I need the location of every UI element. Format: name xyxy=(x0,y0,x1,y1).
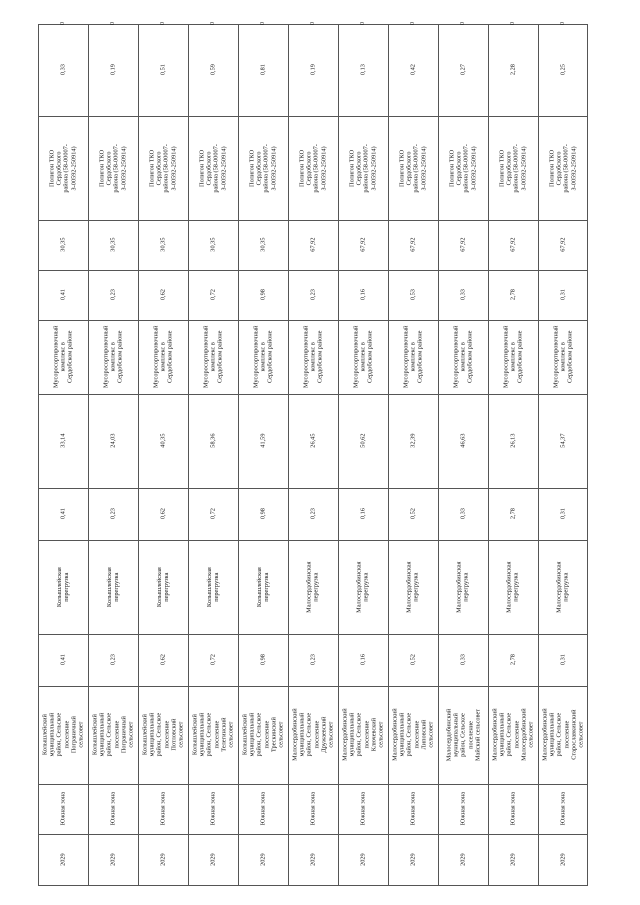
table-cell-zone xyxy=(388,784,438,834)
table-cell-distance2 xyxy=(488,220,538,270)
cell-text: Колышлейский муниципальный район, Сельское поселение Пограничный сельсовет xyxy=(41,713,85,757)
table-cell-landfill xyxy=(138,116,188,220)
cell-text: Малосердобинская перегрузка xyxy=(555,561,570,613)
cell-text: 2029 xyxy=(359,853,367,867)
table-cell-landfill xyxy=(538,116,588,220)
cell-text: Колышлейская перегрузка xyxy=(155,567,170,607)
cell-text: 0,23 xyxy=(309,508,317,520)
table-cell-volume1 xyxy=(488,634,538,686)
table-cell-landfill xyxy=(288,116,338,220)
table-cell-distance1 xyxy=(188,394,238,488)
cell-text: Мусоросортировочный комплекс в Сердобском районе xyxy=(152,325,174,389)
table-cell-volume2 xyxy=(488,488,538,540)
table-cell-complex xyxy=(288,320,338,394)
table-cell-year xyxy=(538,834,588,886)
table-cell-volume1 xyxy=(88,634,138,686)
table-cell-zone xyxy=(88,784,138,834)
table-cell-distance1 xyxy=(238,394,288,488)
cell-text: Полигон ТКО Сердобского района (58-00007-З-00592-250914) xyxy=(248,143,278,193)
table-cell-station xyxy=(238,540,288,634)
table-cell-distance2 xyxy=(438,220,488,270)
table-cell-landfill xyxy=(438,116,488,220)
table-cell-volume2 xyxy=(388,488,438,540)
table-cell-municipality xyxy=(88,686,138,784)
table-cell-landfill xyxy=(238,116,288,220)
cell-text: Южная зона xyxy=(359,792,367,826)
table-cell-complex xyxy=(38,320,88,394)
cell-text: 67,92 xyxy=(459,237,467,253)
table-cell-year xyxy=(138,834,188,886)
cell-text: 0,81 xyxy=(259,64,267,76)
table-cell-zone xyxy=(438,784,488,834)
table-cell-distance2 xyxy=(38,220,88,270)
cell-text: 0,31 xyxy=(559,654,567,666)
cell-text: 2029 xyxy=(159,853,167,867)
table-cell-volume1 xyxy=(188,634,238,686)
table-cell-volume4 xyxy=(488,24,538,116)
table-cell-distance1 xyxy=(388,394,438,488)
cell-text: Южная зона xyxy=(159,792,167,826)
table-cell-distance1 xyxy=(438,394,488,488)
table-cell-volume2 xyxy=(288,488,338,540)
table-cell-volume2 xyxy=(188,488,238,540)
cell-text: 67,92 xyxy=(559,237,567,253)
table-cell-distance1 xyxy=(38,394,88,488)
table-cell-distance2 xyxy=(338,220,388,270)
table-cell-distance1 xyxy=(488,394,538,488)
cell-text: Колышлейский муниципальный район, Сельское поселение Телегинский сельсовет xyxy=(191,713,235,757)
cell-text: 0,98 xyxy=(259,654,267,666)
cell-text: Полигон ТКО Сердобского района (58-00007-З-00592-250914) xyxy=(198,143,228,193)
table-cell-distance2 xyxy=(238,220,288,270)
table-cell-distance2 xyxy=(138,220,188,270)
table-cell-volume3 xyxy=(388,270,438,320)
table-cell-volume2 xyxy=(538,488,588,540)
table-cell-volume3 xyxy=(338,270,388,320)
cell-text: Мусоросортировочный комплекс в Сердобском районе xyxy=(202,325,224,389)
cell-text: 0,33 xyxy=(459,289,467,301)
cell-text: Малосердобинский муниципальный район, Сельское поселение Майский сельсовет xyxy=(444,708,481,762)
cell-text: 0,23 xyxy=(309,289,317,301)
table-cell-distance2 xyxy=(538,220,588,270)
cell-text: 46,63 xyxy=(459,433,467,449)
table-cell-zone xyxy=(188,784,238,834)
table-cell-volume3 xyxy=(538,270,588,320)
cell-text: 0,33 xyxy=(459,654,467,666)
cell-text: 2029 xyxy=(459,853,467,867)
cell-text: Колышлейская перегрузка xyxy=(55,567,70,607)
cell-text: 0,33 xyxy=(59,64,67,76)
cell-text: Южная зона xyxy=(559,792,567,826)
table-cell-distance2 xyxy=(388,220,438,270)
table-cell-complex xyxy=(88,320,138,394)
table-cell-distance1 xyxy=(338,394,388,488)
cell-text: 0,72 xyxy=(209,508,217,520)
table-cell-year xyxy=(188,834,238,886)
cell-text: Малосердобинская перегрузка xyxy=(505,561,520,613)
cell-text: 0,41 xyxy=(59,654,67,666)
cell-text: 67,92 xyxy=(359,237,367,253)
table-cell-volume1 xyxy=(138,634,188,686)
cell-text: 0 xyxy=(359,22,367,26)
table-cell-distance2 xyxy=(88,220,138,270)
cell-text: 2029 xyxy=(259,853,267,867)
table-cell-volume3 xyxy=(88,270,138,320)
cell-text: 0,13 xyxy=(359,64,367,76)
table-cell-station xyxy=(188,540,238,634)
cell-text: 0,52 xyxy=(409,508,417,520)
table-cell-volume4 xyxy=(438,24,488,116)
cell-text: 0 xyxy=(559,22,567,26)
table-cell-volume4 xyxy=(88,24,138,116)
cell-text: 26,13 xyxy=(509,433,517,449)
table-cell-complex xyxy=(388,320,438,394)
cell-text: Малосердобинский муниципальный район, Сельское поселение Старославкинский сельсовет xyxy=(541,708,585,762)
table-cell-station xyxy=(388,540,438,634)
cell-text: 0,19 xyxy=(309,64,317,76)
table-cell-volume2 xyxy=(38,488,88,540)
cell-text: Малосердобинский муниципальный район, Сельское поселение Ключевский сельсовет xyxy=(341,708,385,762)
cell-text: Полигон ТКО Сердобского района (58-00007-З-00592-250914) xyxy=(298,143,328,193)
table-cell-volume1 xyxy=(238,634,288,686)
table-cell-station xyxy=(288,540,338,634)
cell-text: Полигон ТКО Сердобского района (58-00007-З-00592-250914) xyxy=(148,143,178,193)
cell-text: 0 xyxy=(209,22,217,26)
cell-text: 2029 xyxy=(309,853,317,867)
cell-text: 24,03 xyxy=(109,433,117,449)
table-cell-volume3 xyxy=(238,270,288,320)
cell-text: 26,45 xyxy=(309,433,317,449)
cell-text: 0,31 xyxy=(559,508,567,520)
cell-text: 2029 xyxy=(509,853,517,867)
cell-text: 0,33 xyxy=(459,508,467,520)
cell-text: 30,35 xyxy=(109,237,117,253)
table-cell-volume1 xyxy=(438,634,488,686)
table-cell-volume4 xyxy=(188,24,238,116)
cell-text: Полигон ТКО Сердобского района (58-00007-З-00592-250914) xyxy=(398,143,428,193)
cell-text: 0,53 xyxy=(409,289,417,301)
cell-text: Малосердобинский муниципальный район, Сельское поселение Малосердобинский сельсовет xyxy=(491,708,535,762)
table-cell-volume4 xyxy=(38,24,88,116)
cell-text: 0,62 xyxy=(159,508,167,520)
cell-text: 30,35 xyxy=(259,237,267,253)
table-cell-year xyxy=(288,834,338,886)
cell-text: 2029 xyxy=(59,853,67,867)
table-cell-volume2 xyxy=(438,488,488,540)
cell-text: Полигон ТКО Сердобского района (58-00007-З-00592-250914) xyxy=(448,143,478,193)
table-cell-volume3 xyxy=(38,270,88,320)
cell-text: 0,25 xyxy=(559,64,567,76)
table-cell-volume4 xyxy=(288,24,338,116)
table-cell-zone xyxy=(238,784,288,834)
table-cell-volume2 xyxy=(338,488,388,540)
cell-text: Малосердобинская перегрузка xyxy=(455,561,470,613)
table-cell-municipality xyxy=(38,686,88,784)
cell-text: Полигон ТКО Сердобского района (58-00007-З-00592-250914) xyxy=(98,143,128,193)
table-cell-station xyxy=(338,540,388,634)
table-cell-year xyxy=(338,834,388,886)
cell-text: Мусоросортировочный комплекс в Сердобском районе xyxy=(252,325,274,389)
table-cell-volume1 xyxy=(338,634,388,686)
table-cell-station xyxy=(438,540,488,634)
table-cell-complex xyxy=(238,320,288,394)
cell-text: 2029 xyxy=(109,853,117,867)
table-cell-volume2 xyxy=(138,488,188,540)
cell-text: 0,16 xyxy=(359,508,367,520)
table-cell-volume1 xyxy=(38,634,88,686)
cell-text: 0,23 xyxy=(109,654,117,666)
cell-text: 0,16 xyxy=(359,654,367,666)
cell-text: 0 xyxy=(109,22,117,26)
cell-text: 30,35 xyxy=(209,237,217,253)
cell-text: 2029 xyxy=(409,853,417,867)
cell-text: 2,78 xyxy=(509,508,517,520)
table-cell-year xyxy=(238,834,288,886)
table-cell-volume3 xyxy=(488,270,538,320)
cell-text: Южная зона xyxy=(59,792,67,826)
cell-text: Мусоросортировочный комплекс в Сердобском районе xyxy=(452,325,474,389)
cell-text: 0,59 xyxy=(209,64,217,76)
cell-text: 2029 xyxy=(209,853,217,867)
table-cell-year xyxy=(438,834,488,886)
cell-text: 0 xyxy=(59,22,67,26)
cell-text: Южная зона xyxy=(409,792,417,826)
cell-text: 0,16 xyxy=(359,289,367,301)
table-cell-municipality xyxy=(188,686,238,784)
cell-text: 0 xyxy=(459,22,467,26)
table-cell-municipality xyxy=(288,686,338,784)
table-cell-municipality xyxy=(338,686,388,784)
cell-text: 41,59 xyxy=(259,433,267,449)
table-cell-volume4 xyxy=(338,24,388,116)
cell-text: Малосердобинская перегрузка xyxy=(355,561,370,613)
table-cell-complex xyxy=(488,320,538,394)
cell-text: 2,28 xyxy=(509,64,517,76)
table-cell-complex xyxy=(438,320,488,394)
cell-text: Мусоросортировочный комплекс в Сердобском районе xyxy=(352,325,374,389)
table-cell-volume2 xyxy=(88,488,138,540)
table-cell-distance1 xyxy=(88,394,138,488)
cell-text: Полигон ТКО Сердобского района (58-00007-З-00592-250914) xyxy=(548,143,578,193)
cell-text: Малосердобинский муниципальный район, Сельское поселение Липовский сельсовет xyxy=(391,708,435,762)
cell-text: Южная зона xyxy=(109,792,117,826)
table-cell-municipality xyxy=(488,686,538,784)
table-cell-zone xyxy=(38,784,88,834)
table-cell-municipality xyxy=(238,686,288,784)
table-cell-landfill xyxy=(188,116,238,220)
cell-text: Колышлейская перегрузка xyxy=(255,567,270,607)
table-cell-volume3 xyxy=(138,270,188,320)
cell-text: Южная зона xyxy=(459,792,467,826)
table-cell-zone xyxy=(338,784,388,834)
cell-text: Колышлейский муниципальный район, Сельское поселение Пограничный сельсовет xyxy=(91,713,135,757)
cell-text: 0,52 xyxy=(409,654,417,666)
cell-text: 67,92 xyxy=(309,237,317,253)
cell-text: 32,39 xyxy=(409,433,417,449)
table-cell-volume4 xyxy=(138,24,188,116)
cell-text: 0 xyxy=(309,22,317,26)
cell-text: 0,98 xyxy=(259,289,267,301)
table-cell-distance2 xyxy=(188,220,238,270)
cell-text: 58,36 xyxy=(209,433,217,449)
table-cell-municipality xyxy=(438,686,488,784)
table-cell-year xyxy=(488,834,538,886)
table-cell-distance1 xyxy=(288,394,338,488)
cell-text: 0,41 xyxy=(59,508,67,520)
cell-text: 0,19 xyxy=(109,64,117,76)
table-cell-volume3 xyxy=(288,270,338,320)
table-cell-volume4 xyxy=(388,24,438,116)
cell-text: 0,62 xyxy=(159,654,167,666)
cell-text: 33,14 xyxy=(59,433,67,449)
cell-text: 2,78 xyxy=(509,654,517,666)
table-cell-year xyxy=(88,834,138,886)
cell-text: 30,35 xyxy=(159,237,167,253)
table-cell-volume1 xyxy=(538,634,588,686)
cell-text: 0,23 xyxy=(109,289,117,301)
table-cell-landfill xyxy=(388,116,438,220)
table-cell-complex xyxy=(188,320,238,394)
cell-text: 0,42 xyxy=(409,64,417,76)
table-cell-zone xyxy=(288,784,338,834)
table-cell-volume3 xyxy=(188,270,238,320)
cell-text: 2029 xyxy=(559,853,567,867)
cell-text: 0,62 xyxy=(159,289,167,301)
table-cell-volume2 xyxy=(238,488,288,540)
cell-text: Мусоросортировочный комплекс в Сердобском районе xyxy=(552,325,574,389)
table-cell-volume1 xyxy=(288,634,338,686)
table-cell-municipality xyxy=(388,686,438,784)
table-cell-landfill xyxy=(38,116,88,220)
cell-text: 0,41 xyxy=(59,289,67,301)
table-cell-volume4 xyxy=(238,24,288,116)
cell-text: 30,35 xyxy=(59,237,67,253)
cell-text: Мусоросортировочный комплекс в Сердобском районе xyxy=(52,325,74,389)
table-cell-zone xyxy=(138,784,188,834)
cell-text: Полигон ТКО Сердобского района (58-00007-З-00592-250914) xyxy=(48,143,78,193)
table-cell-landfill xyxy=(488,116,538,220)
cell-text: 50,62 xyxy=(359,433,367,449)
table-cell-year xyxy=(38,834,88,886)
table-cell-municipality xyxy=(138,686,188,784)
table-cell-volume4 xyxy=(538,24,588,116)
cell-text: Южная зона xyxy=(259,792,267,826)
cell-text: Мусоросортировочный комплекс в Сердобском районе xyxy=(102,325,124,389)
cell-text: 67,92 xyxy=(509,237,517,253)
cell-text: Южная зона xyxy=(209,792,217,826)
cell-text: Южная зона xyxy=(509,792,517,826)
table-cell-year xyxy=(388,834,438,886)
table-cell-distance2 xyxy=(288,220,338,270)
cell-text: Малосердобинская перегрузка xyxy=(305,561,320,613)
cell-text: 0,31 xyxy=(559,289,567,301)
cell-text: 54,37 xyxy=(559,433,567,449)
cell-text: Полигон ТКО Сердобского района (58-00007-З-00592-250914) xyxy=(498,143,528,193)
table-cell-landfill xyxy=(338,116,388,220)
cell-text: 0,72 xyxy=(209,289,217,301)
cell-text: 0,98 xyxy=(259,508,267,520)
cell-text: 0 xyxy=(409,22,417,26)
cell-text: Колышлейский муниципальный район, Сельское поселение Трескинский сельсовет xyxy=(241,713,285,757)
cell-text: Полигон ТКО Сердобского района (58-00007-З-00592-250914) xyxy=(348,143,378,193)
table-cell-volume3 xyxy=(438,270,488,320)
cell-text: Малосердобинская перегрузка xyxy=(405,561,420,613)
cell-text: Южная зона xyxy=(309,792,317,826)
cell-text: Колышлейская перегрузка xyxy=(105,567,120,607)
table-cell-volume1 xyxy=(388,634,438,686)
table-cell-station xyxy=(138,540,188,634)
cell-text: 0,23 xyxy=(309,654,317,666)
cell-text: Малосердобинский муниципальный район, Сельское поселение Дружаевский сельсовет xyxy=(291,708,335,762)
table-cell-distance1 xyxy=(138,394,188,488)
table-cell-complex xyxy=(138,320,188,394)
table-cell-zone xyxy=(538,784,588,834)
table-cell-landfill xyxy=(88,116,138,220)
cell-text: 2,78 xyxy=(509,289,517,301)
table-cell-station xyxy=(538,540,588,634)
table-cell-zone xyxy=(488,784,538,834)
cell-text: 0,51 xyxy=(159,64,167,76)
cell-text: Мусоросортировочный комплекс в Сердобском районе xyxy=(402,325,424,389)
cell-text: 0,23 xyxy=(109,508,117,520)
cell-text: 0,27 xyxy=(459,64,467,76)
cell-text: 0 xyxy=(509,22,517,26)
cell-text: Колышлейский муниципальный район, Сельское поселение Потловский сельсовет xyxy=(141,713,185,757)
table-cell-municipality xyxy=(538,686,588,784)
cell-text: Мусоросортировочный комплекс в Сердобском районе xyxy=(302,325,324,389)
cell-text: 0 xyxy=(259,22,267,26)
table-cell-station xyxy=(488,540,538,634)
cell-text: 0,72 xyxy=(209,654,217,666)
cell-text: 40,35 xyxy=(159,433,167,449)
table-cell-station xyxy=(38,540,88,634)
table-cell-complex xyxy=(338,320,388,394)
cell-text: Колышлейская перегрузка xyxy=(205,567,220,607)
table-cell-complex xyxy=(538,320,588,394)
cell-text: 0 xyxy=(159,22,167,26)
cell-text: Мусоросортировочный комплекс в Сердобском районе xyxy=(502,325,524,389)
table-cell-distance1 xyxy=(538,394,588,488)
table-cell-station xyxy=(88,540,138,634)
cell-text: 67,92 xyxy=(409,237,417,253)
